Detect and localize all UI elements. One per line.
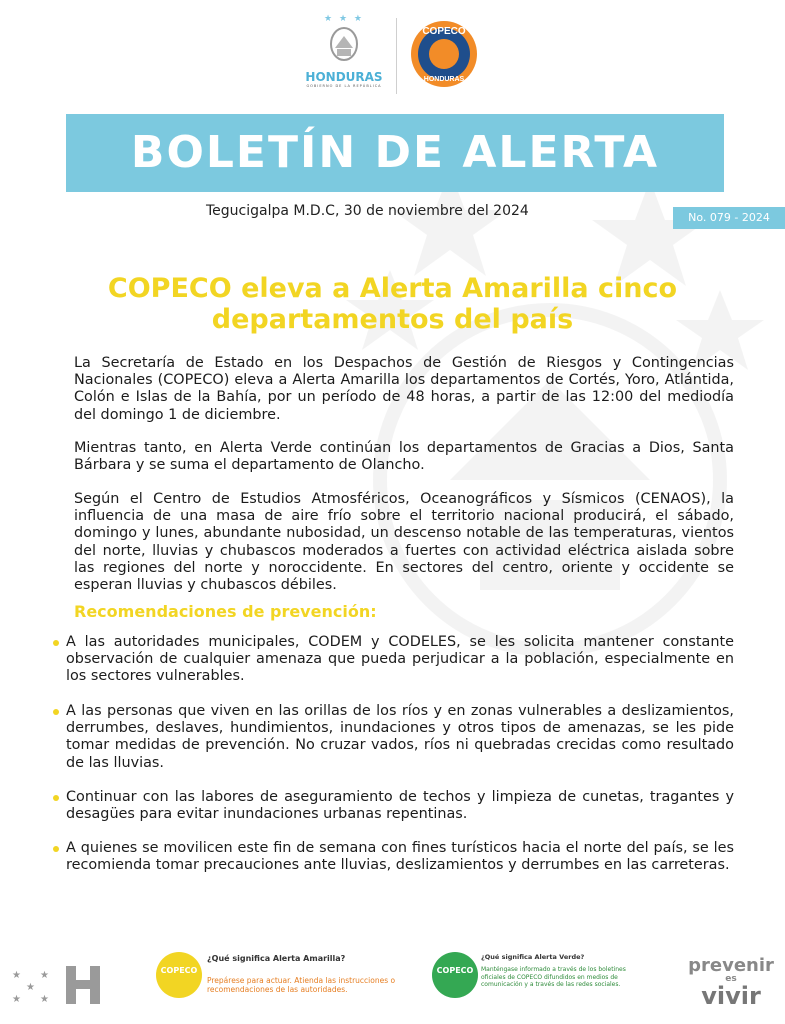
yellow-alert-answer: Prepárese para actuar. Atienda las instrucciones o recomendaciones de las autoridades.	[207, 976, 396, 994]
coat-of-arms-icon	[326, 24, 362, 64]
bullet-dot-icon	[53, 846, 59, 852]
title-banner	[66, 114, 724, 192]
svg-text:★: ★	[40, 970, 49, 981]
slogan-line-2: es	[725, 974, 737, 984]
slogan-logo	[684, 957, 778, 1008]
bulletin-number-badge: No. 079 - 2024	[673, 207, 785, 229]
yellow-alert-question: ¿Qué significa Alerta Amarilla?	[207, 954, 346, 963]
recommendation-item	[66, 789, 734, 823]
slogan-line-1: prevenir	[688, 955, 774, 976]
yellow-alert-badge	[156, 952, 202, 998]
recommendation-item	[66, 703, 734, 772]
recommendation-item	[66, 840, 734, 874]
header-divider	[396, 18, 397, 94]
date-line: Tegucigalpa M.D.C, 30 de noviembre del 2024	[206, 203, 529, 219]
footer-stars-icon	[10, 966, 62, 1006]
green-alert-answer: Manténgase informado a través de los boletines oficiales de COPECO difundidos en medios de comunicación y a través de las redes sociales.	[481, 966, 626, 988]
star-icon: ★ ★ ★	[324, 14, 364, 24]
copeco-logo-top: COPECO	[422, 26, 466, 37]
headline: COPECO eleva a Alerta Amarilla cinco departamentos del país	[107, 273, 678, 335]
copeco-logo-icon	[410, 20, 478, 88]
recommendation-text: Continuar con las labores de aseguramiento de techos y limpieza de cunetas, tragantes y desagües para evitar inundaciones urbanas repentinas.	[66, 789, 734, 823]
paragraph-1: La Secretaría de Estado en los Despachos de Gestión de Riesgos y Contingencias Nacionales (COPECO) eleva a Alerta Amarilla los departamentos de Cortés, Yoro, Atlántida, Colón e Islas de la Bahía, por un período de 48 horas, a partir de las 12:00 del mediodía del domingo 1 de diciembre.	[74, 355, 734, 423]
green-badge-label: COPECO	[436, 966, 474, 975]
recommendation-item	[66, 634, 734, 686]
recommendation-text: A las personas que viven en las orillas de los ríos y en zonas vulnerables a deslizamientos, derrumbes, deslaves, hundimientos, inundaciones y otros tipos de amenazas, se les pide tomar medidas de prevención. No cruzar vados, ríos ni quebradas crecidas como resultado de las lluvias.	[66, 703, 734, 771]
svg-text:★: ★	[26, 982, 35, 993]
paragraph-3: Según el Centro de Estudios Atmosféricos, Oceanográficos y Sísmicos (CENAOS), la influencia de una masa de aire frío sobre el territorio nacional producirá, el sábado, domingo y lunes, abundante nubosidad, un descenso notable de las temperaturas, vientos del norte, lluvias y chubascos moderados a fuertes con actividad eléctrica aislada sobre las regiones del norte y noroccidente. En sectores del centro, oriente y occidente se esperan lluvias y chubascos débiles.	[74, 491, 734, 594]
svg-text:★: ★	[12, 970, 21, 981]
honduras-h-logo-icon	[64, 964, 102, 1006]
honduras-wordmark: HONDURAS	[305, 70, 383, 84]
recommendations-title: Recomendaciones de prevención:	[74, 602, 377, 621]
recommendation-text: A quienes se movilicen este fin de semana con fines turísticos hacia el norte del país, se les recomienda tomar precauciones ante lluvias, deslizamientos y derrumbes en las carreteras.	[66, 840, 734, 874]
paragraph-2: Mientras tanto, en Alerta Verde continúan los departamentos de Gracias a Dios, Santa Bárbara y se suma el departamento de Olancho.	[74, 440, 734, 474]
recommendation-text: A las autoridades municipales, CODEM y CODELES, se les solicita mantener constante observación de cualquier amenaza que pueda perjudicar a la población, especialmente en los sectores vulnerables.	[66, 634, 734, 685]
bullet-dot-icon	[53, 709, 59, 715]
bullet-dot-icon	[53, 795, 59, 801]
svg-text:★: ★	[12, 994, 21, 1005]
green-alert-question: ¿Qué significa Alerta Verde?	[481, 953, 585, 961]
government-subtitle: GOBIERNO DE LA REPÚBLICA	[306, 84, 382, 88]
honduras-government-logo	[300, 14, 388, 88]
yellow-badge-label: COPECO	[160, 966, 198, 975]
bullet-dot-icon	[53, 640, 59, 646]
page-title: BOLETÍN DE ALERTA	[130, 127, 660, 178]
slogan-line-3: vivir	[701, 982, 761, 1010]
svg-text:★: ★	[40, 994, 49, 1005]
copeco-logo-bottom: HONDURAS	[423, 76, 465, 83]
green-alert-badge	[432, 952, 478, 998]
